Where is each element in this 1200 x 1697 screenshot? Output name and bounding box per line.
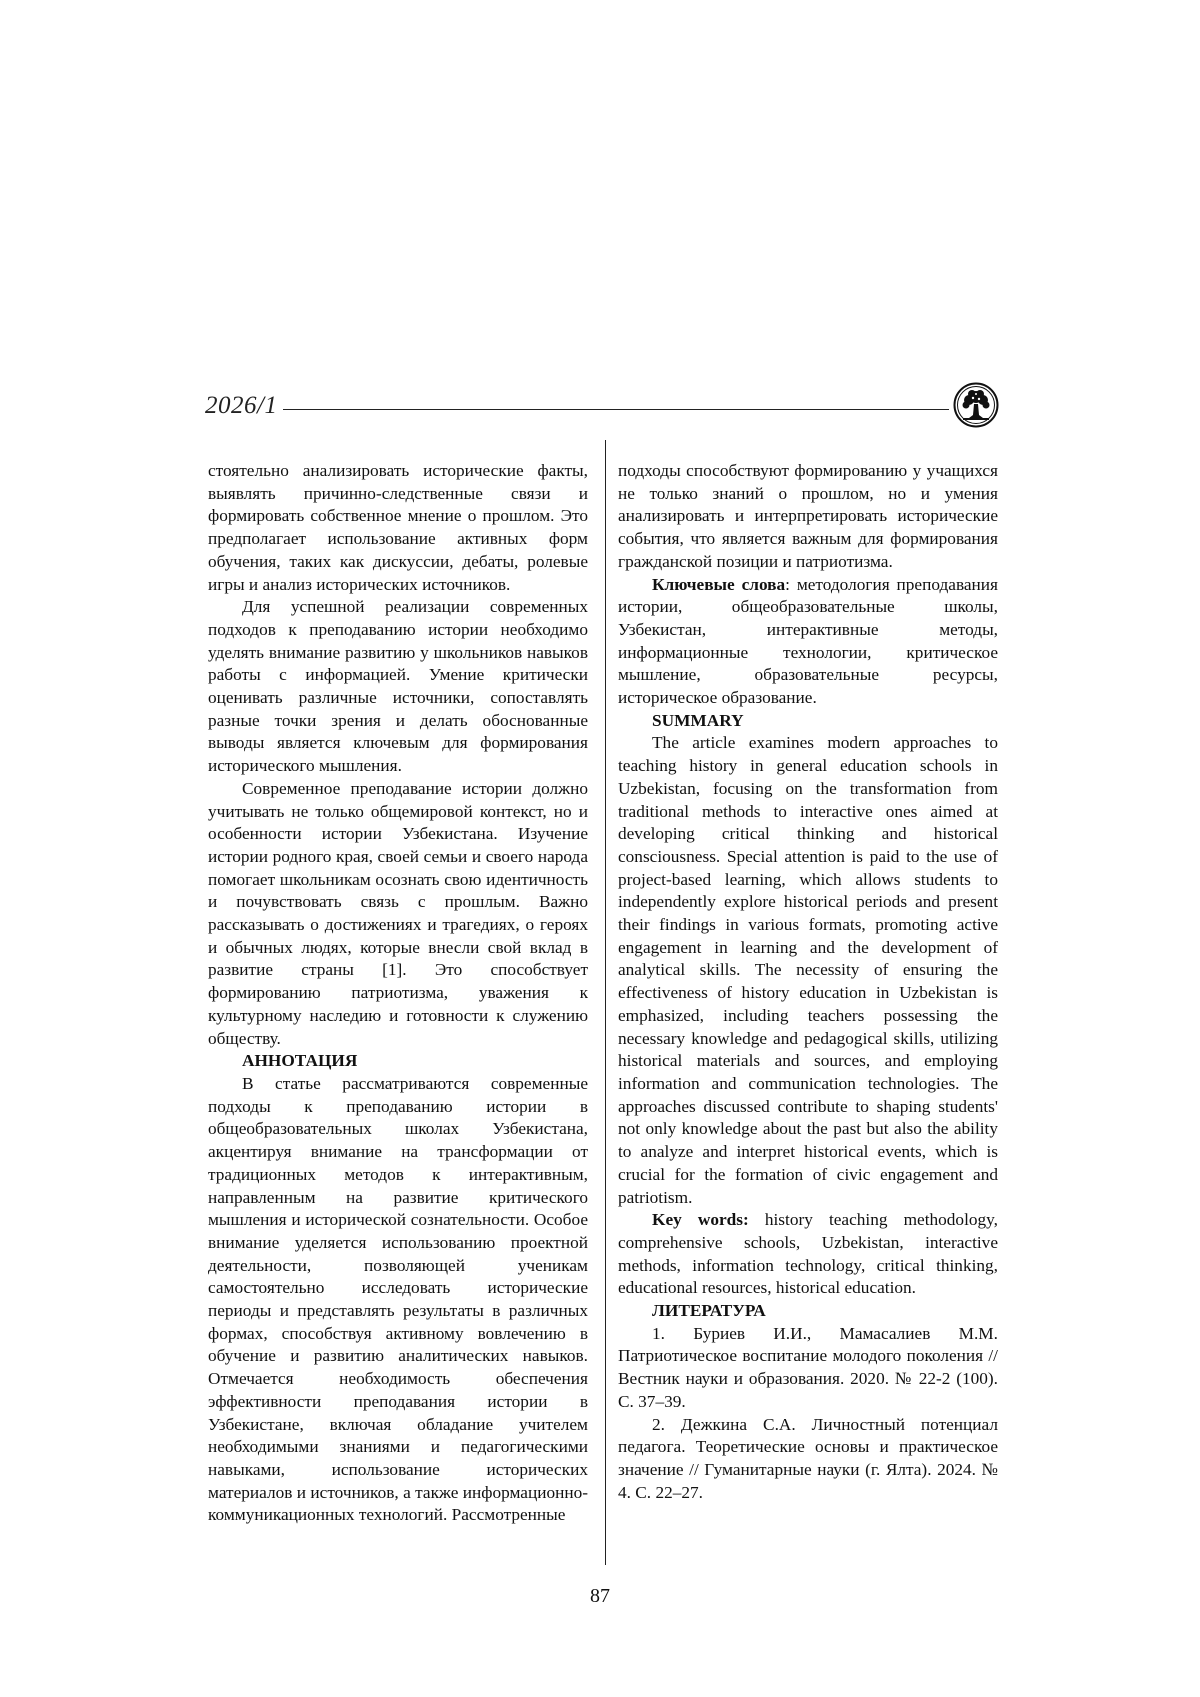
- page-number: 87: [590, 1585, 610, 1607]
- literature-heading: ЛИТЕРАТУРА: [652, 1301, 766, 1321]
- keywords-en-label: Key words:: [652, 1210, 749, 1230]
- left-column: [208, 460, 588, 1527]
- annotation-heading: АННОТАЦИЯ: [242, 1051, 358, 1071]
- reference-item: 1. Буриев И.И., Мамасалиев М.М. Патриотическое воспитание молодого поколения // Вестник науки и образования. 2020. № 22-2 (100). С. 37–39.: [618, 1323, 998, 1411]
- body-paragraph: Для успешной реализации современных подходов к преподаванию истории необходимо уделять внимание развитию у школьников навыков работы с информацией. Умение критически оценивать различные источники, сопоставлять разные точки зрения и делать обоснованные выводы является ключевым для формирования исторического мышления.: [208, 597, 588, 776]
- tree-emblem-icon: [953, 382, 999, 428]
- keywords-en: [618, 1209, 998, 1300]
- right-column: [618, 460, 998, 1504]
- body-paragraph: Современное преподавание истории должно учитывать не только общемировой контекст, но и особенности истории Узбекистана. Изучение истории родного края, своей семьи и своего народа помогает школьникам осознать свою идентичность и почувствовать связь с прошлым. Важно рассказывать о достижениях и трагедиях, о героях и обычных людях, которые внесли свой вклад в развитие страны [1]. Это способствует формированию патриотизма, уважения к культурному наследию и готовности к служению обществу.: [208, 778, 588, 1048]
- body-paragraph: подходы способствуют формированию у учащихся не только знаний о прошлом, но и умения анализировать и интерпретировать исторические события, что является важным для формирования гражданской позиции и патриотизма.: [618, 461, 998, 571]
- keywords-ru-label: Ключевые слова: [652, 574, 786, 594]
- header-rule: [283, 409, 949, 410]
- summary-text: The article examines modern approaches to teaching history in general education schools in Uzbekistan, focusing on the transformation from traditional methods to interactive ones aimed at developing critical thinking and historical consciousness. Special attention is paid to the use of project-based learning, which allows students to independently explore historical periods and present their findings in various formats, promoting active engagement in learning and the development of analytical skills. The necessity of ensuring the effectiveness of history education in Uzbekistan is emphasized, including teachers possessing the necessary knowledge and pedagogical skills, utilizing historical materials and sources, and employing information and communication technologies. The approaches discussed contribute to shaping students' not only knowledge about the past but also the ability to analyze and interpret historical events, which is crucial for the formation of civic engagement and patriotism.: [618, 733, 998, 1207]
- keywords-ru: [618, 574, 998, 710]
- body-paragraph: стоятельно анализировать исторические факты, выявлять причинно-следственные связи и формировать собственное мнение о прошлом. Это предполагает использование активных форм обучения, таких как дискуссии, дебаты, ролевые игры и анализ исторических источников.: [208, 461, 588, 594]
- running-header: [205, 388, 1000, 436]
- reference-item: 2. Дежкина С.А. Личностный потенциал педагога. Теоретические основы и практическое значение // Гуманитарные науки (г. Ялта). 2024. № 4. С. 22–27.: [618, 1414, 998, 1502]
- summary-heading: SUMMARY: [652, 710, 744, 730]
- column-divider: [605, 440, 606, 1565]
- keywords-en-text: history teaching methodology, comprehensive schools, Uzbekistan, interactive methods, information technology, critical thinking, educational resources, historical education.: [618, 1210, 998, 1298]
- keywords-ru-text: : методология преподавания истории, общеобразовательные школы, Узбекистан, интерактивные методы, информационные технологии, критическое мышление, образовательные ресурсы, историческое образование.: [618, 574, 998, 708]
- issue-number: 2026/1: [205, 392, 278, 419]
- annotation-text: В статье рассматриваются современные подходы к преподаванию истории в общеобразовательных школах Узбекистана, акцентируя внимание на трансформации от традиционных методов к интерактивным, направленным на развитие критического мышления и исторической сознательности. Особое внимание уделяется использованию проектной деятельности, позволяющей ученикам самостоятельно исследовать исторические периоды и представлять результаты в различных формах, способствуя активному вовлечению в обучение и развитию аналитических навыков. Отмечается необходимость обеспечения эффективности преподавания истории в Узбекистане, включая обладание учителем необходимыми знаниями и педагогическими навыками, использование исторических материалов и источников, а также информационно-коммуникационных технологий. Рассмотренные: [208, 1073, 588, 1525]
